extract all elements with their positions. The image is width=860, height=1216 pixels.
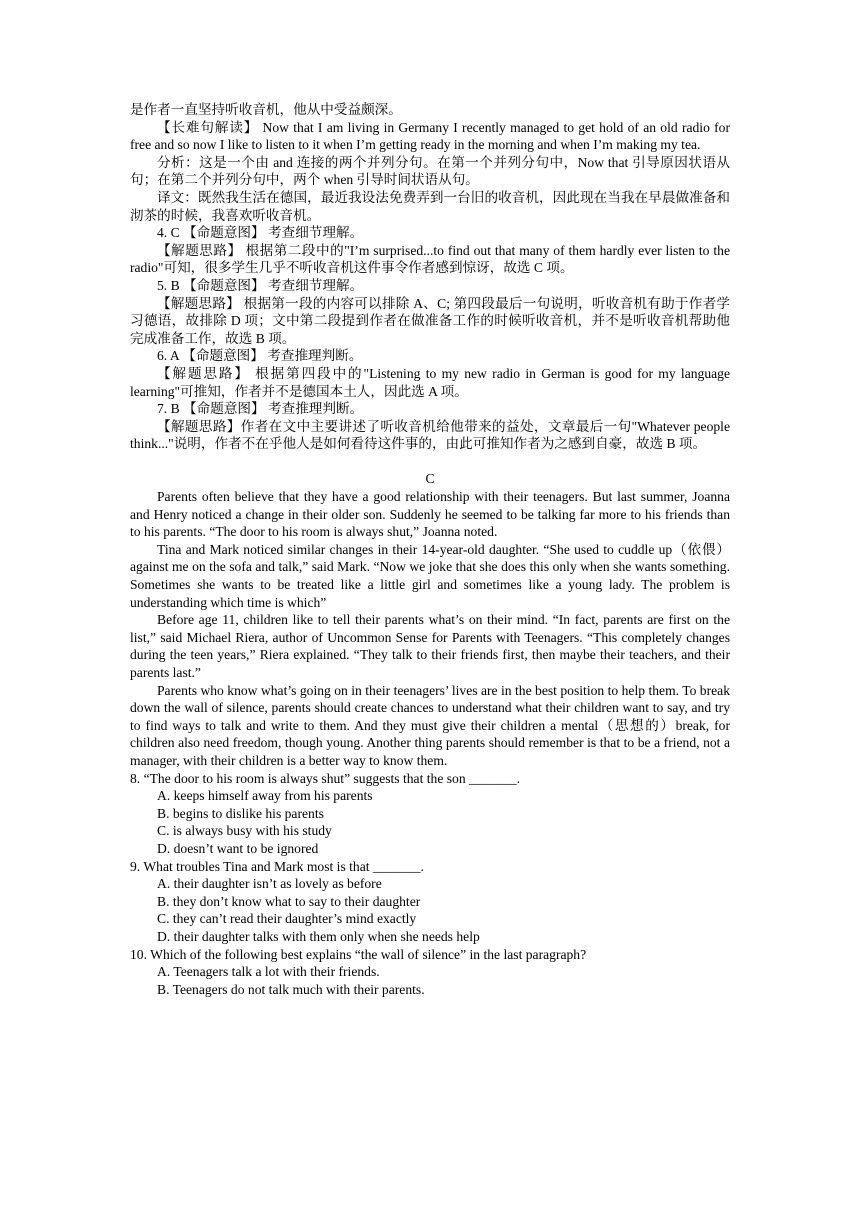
answer-4-explanation: 【解题思路】 根据第二段中的"I’m surprised...to find out that many of them hardly ever listen to the radio"可知，很多学生几乎不听收音机这件事令作者感到惊讶，故选 C 项。 [130, 242, 730, 276]
passage-paragraph: Parents who know what’s going on in their teenagers’ lives are in the best position to help them. To break down the wall of silence, parents should create chances to understand what their children want to say, and try to find ways to talk and write to them. And they must give their children a mental（思想的）break, for children also need freedom, though young. Another thing parents should remember is that to be a friend, not a manager, with their children is a better way to know them. [130, 682, 730, 768]
passage-paragraph: Before age 11, children like to tell their parents what’s on their mind. “In fact, parents are first on the list,” said Michael Riera, author of Uncommon Sense for Parents with Teenagers. “This completely changes during the teen years,” Riera explained. “They talk to their friends first, then maybe their teachers, and their parents last.” [130, 612, 730, 680]
question-10-option: B. Teenagers do not talk much with their parents. [157, 981, 425, 997]
question-8: 8. “The door to his room is always shut” suggests that the son _______. [130, 770, 521, 786]
question-9-option: B. they don’t know what to say to their daughter [157, 893, 421, 909]
question-9-option: D. their daughter talks with them only when she needs help [157, 928, 480, 944]
answer-6-header: 6. A 【命题意图】 考查推理判断。 [157, 348, 363, 364]
question-8-option: A. keeps himself away from his parents [157, 788, 373, 804]
long-sentence-analysis: 【长难句解读】 Now that I am living in Germany I recently managed to get hold of an old radio for free and so now I like to listen to it when I’m getting ready in the morning and when I’m making my tea. [130, 119, 730, 153]
question-8-option: B. begins to dislike his parents [157, 805, 324, 821]
answer-7-header: 7. B 【命题意图】 考查推理判断。 [157, 401, 364, 417]
continuation-line: 是作者一直坚持听收音机，他从中受益颇深。 [130, 102, 402, 117]
grammar-analysis: 分析：这是一个由 and 连接的两个并列分句。在第一个并列分句中，Now that 引导原因状语从句；在第二个并列分句中，两个 when 引导时间状语从句。 [130, 154, 730, 188]
passage-paragraph: Parents often believe that they have a good relationship with their teenagers. But last summer, Joanna and Henry noticed a change in their older son. Suddenly he seemed to be talking far more to his friends than to his parents. “The door to his room is always shut,” Joanna noted. [130, 489, 730, 540]
question-8-option: D. doesn’t want to be ignored [157, 840, 319, 856]
question-9-option: C. they can’t read their daughter’s mind exactly [157, 911, 417, 927]
question-10-option: A. Teenagers talk a lot with their friends. [157, 964, 380, 980]
answer-5-header: 5. B 【命题意图】 考查细节理解。 [157, 277, 364, 293]
document-page [130, 101, 730, 998]
question-10: 10. Which of the following best explains “the wall of silence” in the last paragraph? [130, 946, 587, 962]
question-8-option: C. is always busy with his study [157, 823, 332, 839]
passage-paragraph: Tina and Mark noticed similar changes in their 14-year-old daughter. “She used to cuddle up（依偎）against me on the sofa and talk,” said Mark. “Now we joke that she does this only when she wants something. Sometimes she wants to be treated like a little girl and sometimes like a young lady. The problem is understanding which time is which” [130, 541, 730, 610]
section-heading: C [425, 471, 435, 487]
answer-4-header: 4. C 【命题意图】 考查细节理解。 [157, 225, 364, 241]
answer-5-explanation: 【解题思路】 根据第一段的内容可以排除 A、C; 第四段最后一句说明，听收音机有助于作者学习德语，故排除 D 项；文中第二段提到作者在做准备工作的时候听收音机，并不是听收音机帮助他完成准备工作，故选 B 项。 [130, 295, 730, 346]
translation: 译文：既然我生活在德国，最近我设法免费弄到一台旧的收音机，因此现在当我在早晨做准备和沏茶的时候，我喜欢听收音机。 [130, 189, 730, 223]
question-9: 9. What troubles Tina and Mark most is that _______. [130, 858, 424, 874]
question-9-option: A. their daughter isn’t as lovely as before [157, 876, 382, 892]
answer-7-explanation: 【解题思路】作者在文中主要讲述了听收音机给他带来的益处，文章最后一句"Whatever people think..."说明，作者不在乎他人是如何看待这件事的，由此可推知作者为之感到自豪，故选 B 项。 [130, 418, 730, 452]
answer-6-explanation: 【解题思路】 根据第四段中的"Listening to my new radio in German is good for my language learning"可推知，作者并不是德国本土人，因此选 A 项。 [130, 365, 730, 399]
